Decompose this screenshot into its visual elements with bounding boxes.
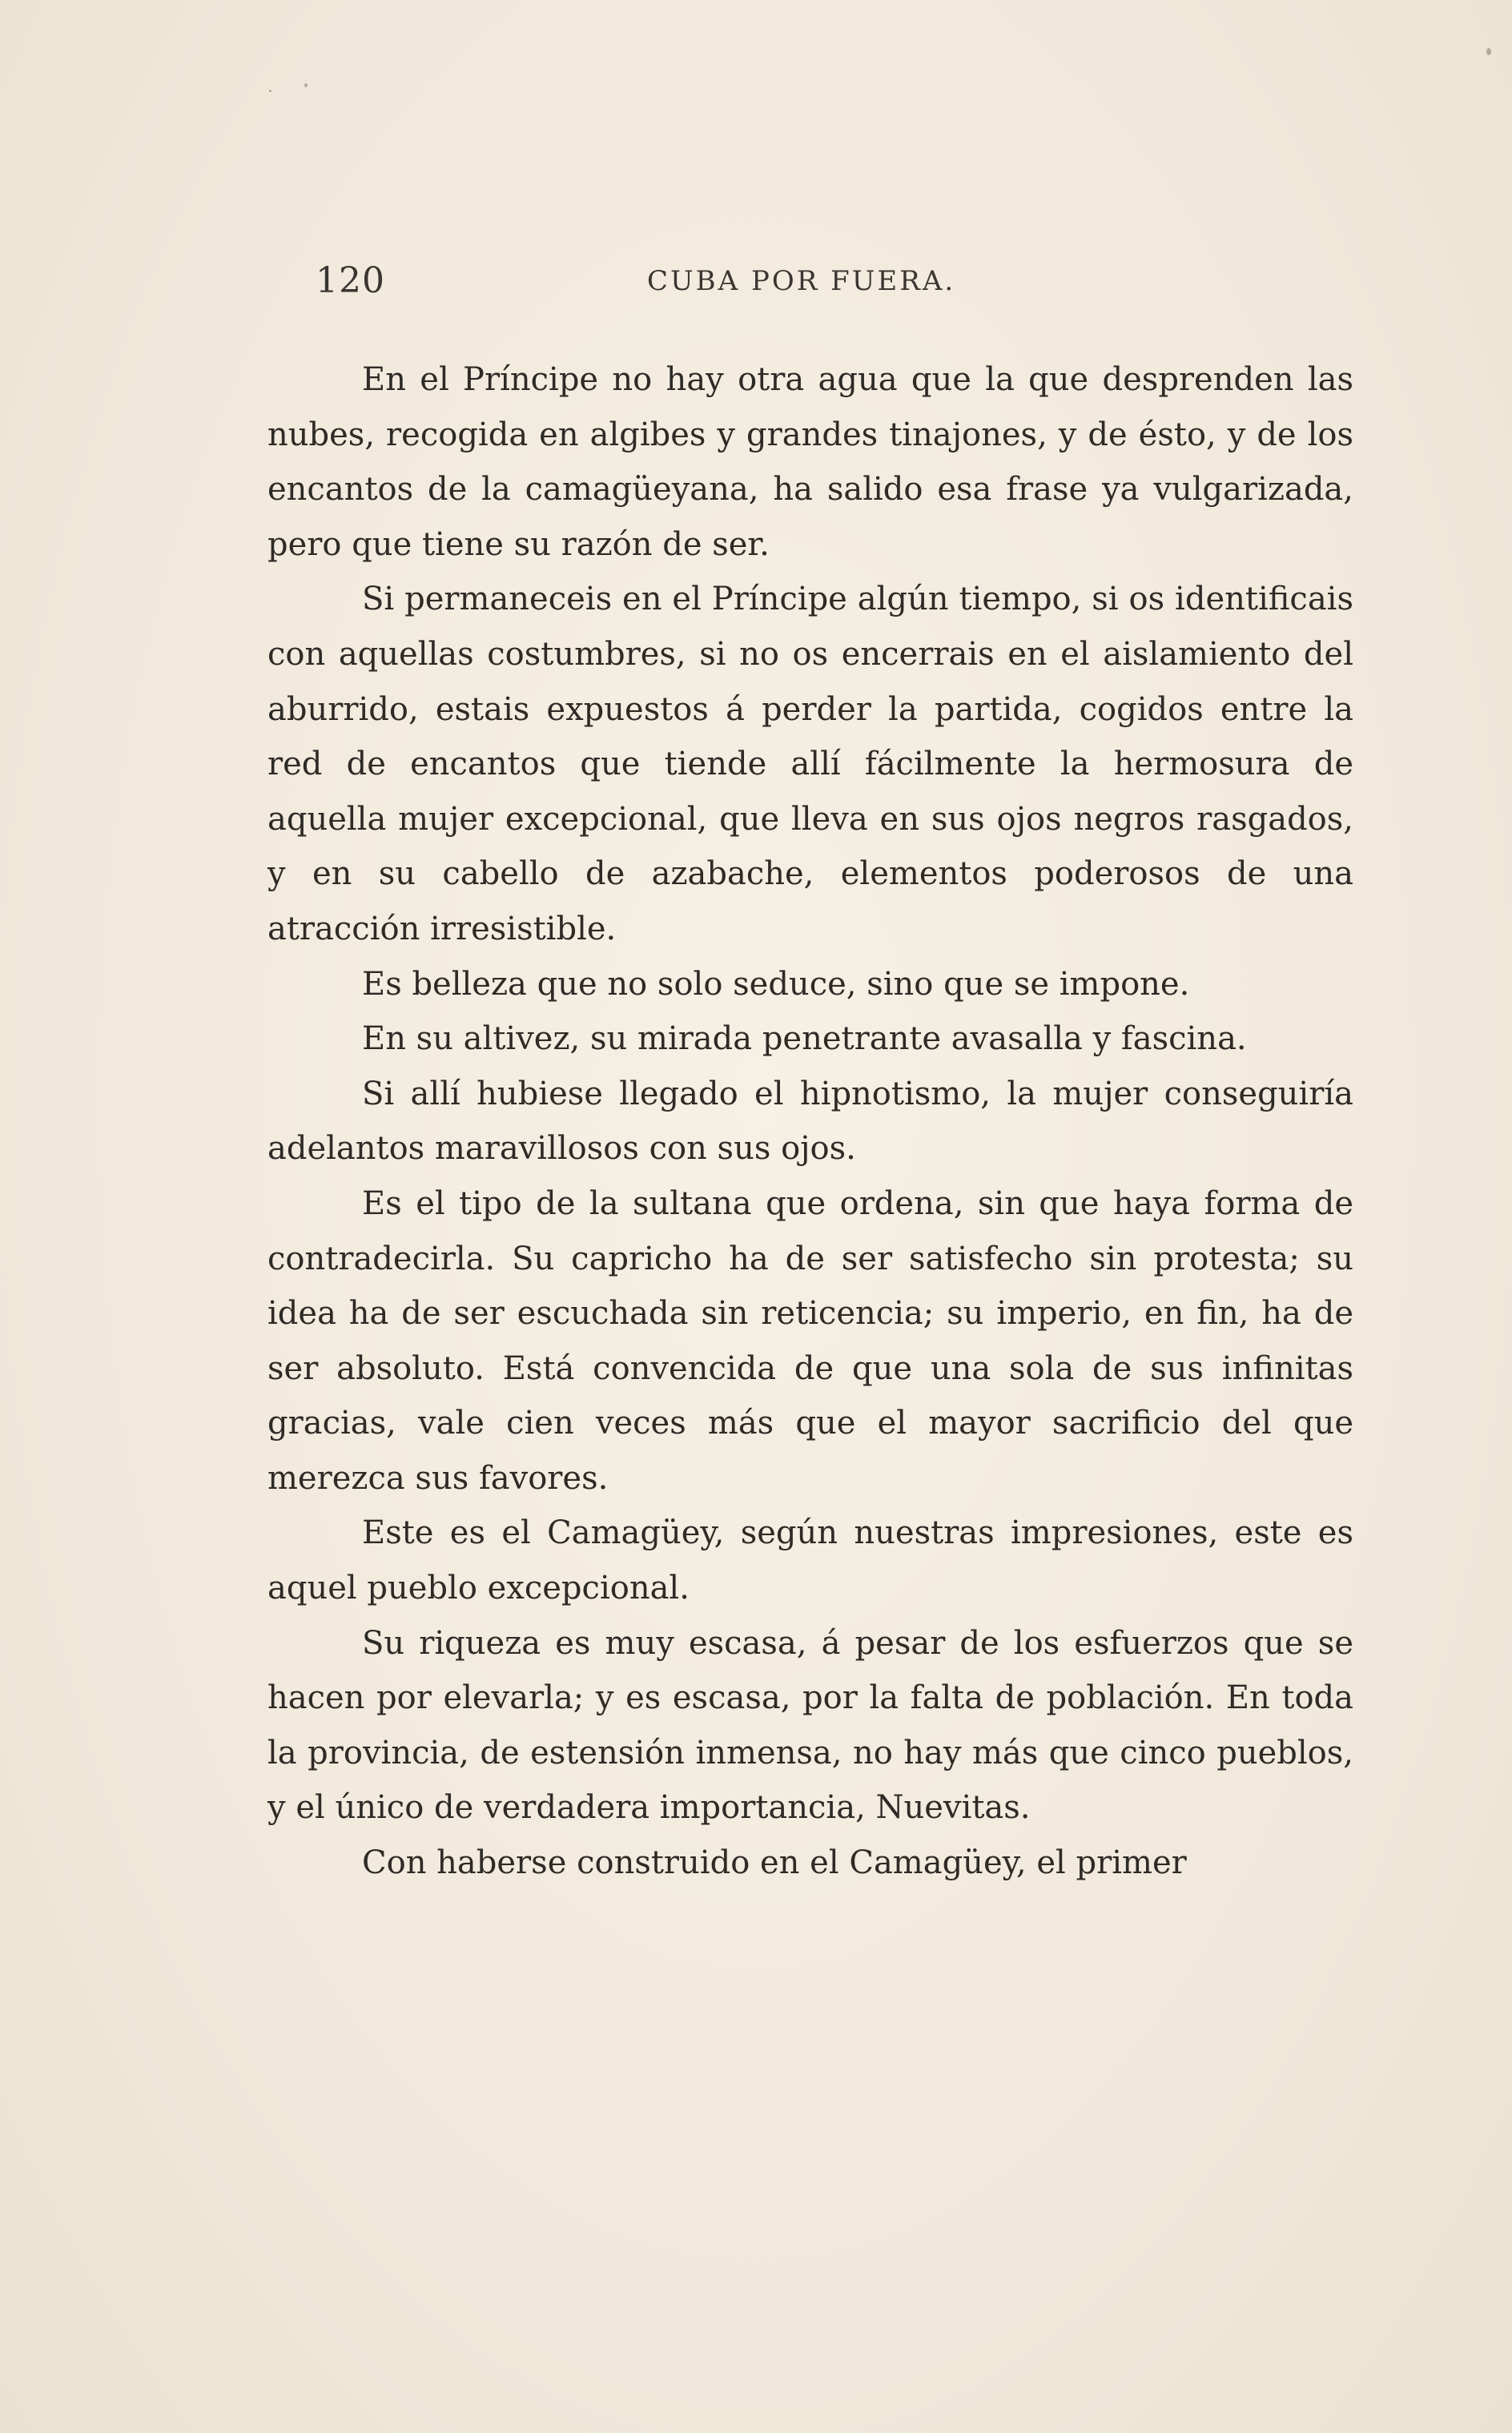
paragraph: Si allí hubiese llegado el hipnotismo, la mujer conseguiría adelantos maravillosos con sus ojos.	[267, 1075, 1353, 1168]
page-number: 120	[316, 260, 385, 301]
paragraph: En el Príncipe no hay otra agua que la que desprenden las nubes, recogida en algibes y grandes tinajones, y de ésto, y de los encantos de la camagüeyana, ha salido esa frase ya vulgarizada, pero que tiene su razón de ser.	[267, 361, 1353, 563]
paragraph: Es belleza que no solo seduce, sino que se impone.	[362, 965, 1190, 1003]
paragraph: Si permaneceis en el Príncipe algún tiempo, si os identificais con aquellas costumbres, si no os encerrais en el aislamiento del aburrido, estais expuestos á perder la partida, cogidos entre la red de encantos que tiende allí fácilmente la hermosura de aquella mujer excepcional, que lleva en sus ojos negros rasgados, y en su cabello de azabache, elementos poderosos de una atracción irresistible.	[267, 581, 1353, 947]
body-text	[267, 352, 1353, 1891]
paper-speck	[269, 90, 271, 92]
paragraph: Su riqueza es muy escasa, á pesar de los esfuerzos que se hacen por elevarla; y es escasa, por la falta de población. En toda la provincia, de estensión inmensa, no hay más que cinco pueblos, y el único de verdadera importancia, Nuevitas.	[267, 1624, 1353, 1827]
paper-speck	[304, 83, 308, 87]
running-title: CUBA POR FUERA.	[647, 265, 956, 297]
page-header	[316, 260, 1357, 308]
paragraph-last-line: Con haberse construido en el Camagüey, el primer	[362, 1844, 1187, 1882]
paper-speck	[1486, 48, 1491, 55]
paragraph: Este es el Camagüey, según nuestras impresiones, este es aquel pueblo excepcional.	[267, 1514, 1353, 1607]
paragraph: En su altivez, su mirada penetrante avasalla y fascina.	[362, 1020, 1247, 1058]
paragraph: Es el tipo de la sultana que ordena, sin que haya forma de contradecirla. Su capricho ha de ser satisfecho sin protesta; su idea ha de ser escuchada sin reticencia; su imperio, en fin, ha de ser absoluto. Está convencida de que una sola de sus infinitas gracias, vale cien veces más que el mayor sacrificio del que merezca sus favores.	[267, 1184, 1353, 1497]
